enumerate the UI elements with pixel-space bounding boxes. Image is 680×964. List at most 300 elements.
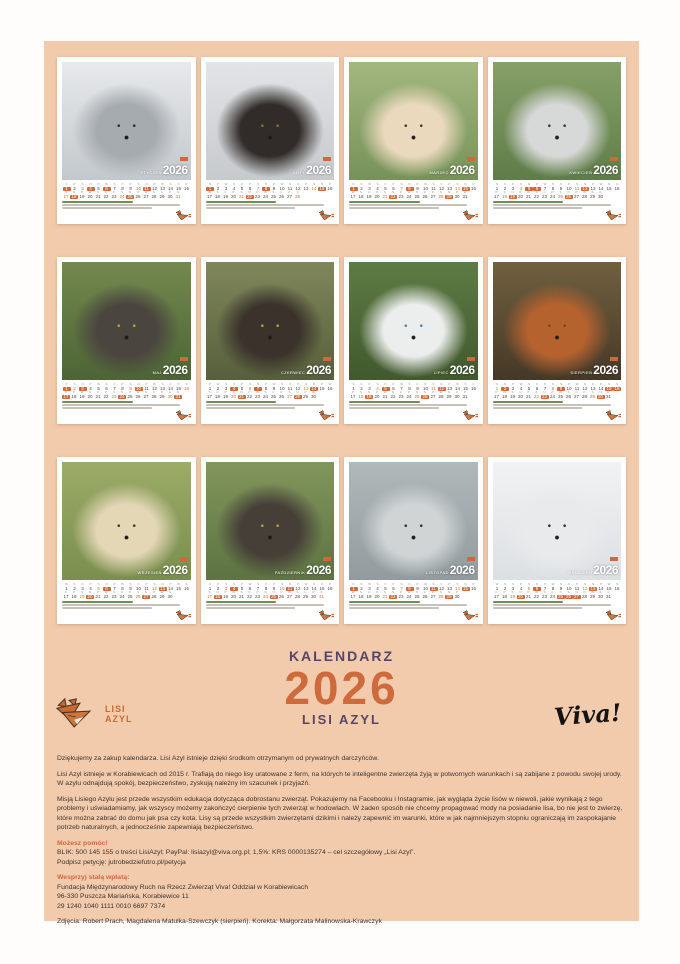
calendar-day-cell: Ś 5 — [527, 382, 531, 391]
note-line — [493, 204, 611, 206]
calendar-day-cell: C 12 — [295, 182, 301, 191]
calendar-day-cell: P 12 — [295, 582, 301, 591]
calendar-days-row-2 — [206, 591, 335, 599]
calendar-day-cell: P 6 — [392, 182, 395, 191]
calendar-day-cell: S 25 — [414, 390, 420, 399]
calendar-day-cell: W 3 — [368, 582, 371, 591]
mission-paragraph: Misją Lisiego Azylu jest przede wszystkim edukacja dotycząca dobrostanu zwierząt. Pokazujemy na Facebooku i Instagramie, jak wygląda życie lisów w niewoli, jakie wynikają z tego problemy i uświadamiamy, jak wszyscy możemy zakończyć cierpienie tych zwierząt w hodowlach. W żaden sposób nie chcemy propagować mody na posiadanie lisa, bo nie jest to zwierzę, które można zabrać do domu jak psa czy kota. Lisy są przede wszystkim zwierzętami dzikimi i należy zapewnić im warunki, które w jak najmniejszym stopniu ograniczają im zaspokajanie potrzeb naturalnych, a jednocześnie zapewniają bezpieczeństwo. — [57, 795, 623, 832]
calendar-day-cell: W 26 — [135, 390, 141, 399]
calendar-day-cell: P 21 — [525, 590, 531, 599]
calendar-day-cell: P 25 — [127, 390, 133, 399]
calendar-day-cell: Ś 25 — [414, 590, 420, 599]
calendar-month-card — [488, 257, 627, 424]
calendar-day-cell: Ś 8 — [408, 382, 411, 391]
calendar-day-cell: N 8 — [406, 183, 414, 191]
eco-days-caption — [206, 201, 277, 203]
month-tab-icon — [323, 357, 331, 361]
calendar-day-cell: Ś 7 — [113, 182, 116, 191]
eco-days-caption — [349, 601, 420, 603]
calendar-day-cell: W 13 — [303, 582, 309, 591]
card-footer — [62, 401, 191, 421]
calendar-day-cell: P 11 — [574, 582, 580, 591]
calendar-day-cell: P 27 — [430, 190, 436, 199]
calendar-day-cell: N 20 — [517, 590, 523, 599]
calendar-day-cell: Ś 7 — [256, 582, 260, 591]
calendar-day-cell: P 24 — [549, 390, 555, 399]
calendar-day-cell: W 17 — [206, 190, 212, 199]
calendar-day-cell: P 30 — [167, 190, 173, 199]
month-label — [140, 162, 187, 178]
calendar-day-cell: P 10 — [566, 382, 572, 391]
calendar-day-cell: Ś 21 — [95, 190, 101, 199]
donate-block — [57, 873, 626, 911]
calendar-day-cell: P 21 — [95, 590, 101, 599]
month-name: GRUDZIEŃ — [568, 570, 593, 575]
card-footer — [62, 201, 191, 221]
calendar-day-cell: W 29 — [159, 590, 165, 599]
calendar-days-row-2 — [493, 591, 622, 599]
calendar-day-cell: S 4 — [376, 382, 379, 391]
calendar-day-cell: W 21 — [382, 390, 388, 399]
calendar-day-cell: W 1 — [495, 582, 499, 591]
calendar-day-cell: Ś 8 — [551, 182, 555, 191]
calendar-day-cell: C 17 — [63, 590, 69, 599]
calendar-day-cell: S 26 — [565, 590, 571, 599]
month-label — [570, 362, 618, 378]
fox-photo — [62, 62, 191, 180]
calendar-month-card — [57, 257, 196, 424]
month-name: LIPIEC — [433, 370, 449, 375]
calendar-day-cell: P 3 — [511, 182, 515, 191]
calendar-days-row-2 — [206, 191, 335, 199]
calendar-day-cell: Ś 4 — [376, 182, 379, 191]
calendar-day-cell: W 10 — [422, 182, 428, 191]
calendar-day-cell: P 18 — [71, 390, 77, 399]
lisi-azyl-mini-logo-icon — [175, 210, 191, 221]
calendar-day-cell: N 21 — [238, 390, 244, 399]
calendar-day-cell: S 22 — [533, 390, 539, 399]
calendar-day-cell: C 19 — [366, 190, 372, 199]
lisi-azyl-mini-logo-icon — [462, 610, 478, 621]
fox-photo — [62, 262, 191, 380]
note-line — [62, 404, 180, 406]
calendar-day-cell: N 8 — [262, 183, 270, 191]
fox-photo — [206, 62, 335, 180]
calendar-days-row-2 — [493, 191, 622, 199]
calendar-day-cell: S 31 — [318, 590, 324, 599]
viva-logo: Viva! — [552, 697, 622, 732]
calendar-day-cell: C 26 — [422, 190, 428, 199]
calendar-day-cell: W 29 — [589, 590, 595, 599]
calendar-day-cell: N 9 — [557, 383, 565, 391]
month-tab-icon — [467, 357, 475, 361]
calendar-day-cell: P 15 — [319, 382, 325, 391]
month-label — [568, 562, 618, 578]
calendar-day-cell: S 28 — [438, 190, 444, 199]
calendar-day-cell: P 6 — [392, 382, 395, 391]
calendar-day-cell: Ś 22 — [533, 190, 539, 199]
card-footer — [206, 601, 335, 621]
calendar-day-cell: C 7 — [113, 382, 116, 391]
month-name: MARZEC — [429, 170, 449, 175]
calendar-day-cell: S 28 — [438, 590, 444, 599]
note-line — [349, 404, 467, 406]
note-line — [349, 607, 439, 609]
lisi-azyl-mini-logo-icon — [605, 410, 621, 421]
calendar-day-cell: W 8 — [551, 582, 555, 591]
calendar-day-cell: W 8 — [121, 582, 124, 591]
calendar-day-cell: W 13 — [159, 182, 165, 191]
mini-calendar-grid — [206, 383, 335, 399]
calendar-day-cell: C 16 — [614, 182, 620, 191]
calendar-day-cell: P 28 — [581, 590, 587, 599]
mini-calendar-grid — [62, 383, 191, 399]
calendar-day-cell: Ś 22 — [390, 390, 396, 399]
calendar-day-cell: S 7 — [400, 182, 403, 191]
calendar-day-cell: N 23 — [541, 390, 547, 399]
calendar-day-cell: C 26 — [278, 190, 284, 199]
calendar-day-cell: P 29 — [302, 390, 308, 399]
calendar-day-cell: W 28 — [438, 390, 444, 399]
calendar-day-cell: Ś 30 — [167, 590, 173, 599]
calendar-day-cell: C 15 — [175, 182, 181, 191]
calendar-day-cell: P 29 — [159, 390, 165, 399]
mini-calendar-grid — [206, 583, 335, 599]
title-year: 2026 — [284, 662, 399, 714]
calendar-day-cell: S 31 — [175, 190, 181, 199]
eco-days-caption — [349, 401, 420, 403]
calendar-day-cell: S 17 — [63, 190, 69, 199]
calendar-day-cell: P 9 — [272, 582, 276, 591]
calendar-day-cell: P 6 — [392, 582, 395, 591]
mini-calendar-grid — [493, 183, 622, 199]
calendar-day-cell: N 1 — [350, 183, 358, 191]
mini-calendar-grid — [206, 183, 335, 199]
calendar-day-cell: S 19 — [79, 590, 85, 599]
calendar-day-cell: C 22 — [103, 190, 109, 199]
calendar-day-cell: Ś 4 — [232, 182, 236, 191]
calendar-day-cell: S 23 — [111, 390, 117, 399]
calendar-day-cell: N 7 — [254, 383, 262, 391]
calendar-day-cell: C 24 — [549, 590, 555, 599]
calendar-day-cell: P 24 — [406, 390, 412, 399]
calendar-day-cell: Ś 23 — [541, 590, 547, 599]
calendar-day-cell: P 3 — [368, 382, 371, 391]
note-line — [493, 607, 583, 609]
month-year: 2026 — [306, 563, 331, 577]
calendar-day-cell: Ś 2 — [73, 582, 76, 591]
calendar-day-cell: Ś 18 — [214, 190, 220, 199]
calendar-day-cell: W 11 — [574, 382, 580, 391]
title-block — [44, 648, 639, 727]
calendar-day-cell: S 27 — [286, 390, 292, 399]
calendar-day-cell: S 21 — [382, 190, 388, 199]
card-footer — [349, 601, 478, 621]
calendar-day-cell: C 14 — [167, 382, 173, 391]
calendar-day-cell: C 5 — [240, 182, 244, 191]
calendar-day-cell: P 16 — [183, 182, 189, 191]
calendar-day-cell: S 14 — [454, 182, 460, 191]
calendar-day-cell: P 15 — [175, 382, 181, 391]
month-year: 2026 — [162, 563, 188, 577]
note-line — [493, 407, 583, 409]
calendar-days-row-2 — [62, 591, 191, 599]
mini-calendar-grid — [62, 183, 191, 199]
calendar-day-cell: C 29 — [302, 590, 308, 599]
calendar-day-cell: S 24 — [119, 190, 125, 199]
calendar-day-cell: P 5 — [240, 582, 244, 591]
calendar-day-cell: N 10 — [135, 382, 141, 391]
note-line — [206, 204, 324, 206]
month-year: 2026 — [306, 363, 331, 377]
calendar-day-cell: P 13 — [446, 182, 452, 191]
donate-account-number: 29 1240 1040 1111 0010 6697 7374 — [57, 902, 166, 910]
calendar-day-cell: S 15 — [606, 382, 612, 391]
calendar-day-cell: W 6 — [103, 183, 111, 191]
calendar-day-cell: N 22 — [390, 190, 396, 199]
calendar-day-cell: P 26 — [135, 190, 141, 199]
month-year: 2026 — [162, 363, 188, 377]
calendar-day-cell: P 17 — [350, 390, 356, 399]
help-line-blik: BLIK: 500 145 155 o treści LisiAzyl; PayPal: lisiazyl@viva.org.pl; 1,5%: KRS 0000135274 – cel szczegółowy „Lisi Azyl”. — [57, 849, 416, 857]
month-tab-icon — [180, 157, 188, 161]
calendar-day-cell: S 7 — [400, 582, 403, 591]
calendar-day-cell: C 2 — [360, 382, 363, 391]
calendar-day-cell: P 25 — [557, 590, 563, 599]
calendar-month-card — [201, 57, 340, 224]
calendar-day-cell: W 2 — [216, 382, 220, 391]
calendar-day-cell: N 6 — [533, 583, 541, 591]
calendar-day-cell: S 12 — [582, 582, 588, 591]
about-paragraph: Lisi Azyl istnieje w Korabiewicach od 2015 r. Trafiają do niego lisy uratowane z ferm, na których te inteligentne zwierzęta żyją w potwornych warunkach i są zabijane z powodu swojej urody. W azylu odnajdują spokój, bezpieczeństwo, zyskują należny im szacunek i przyjaźń. — [57, 770, 622, 788]
calendar-day-cell: C 26 — [422, 590, 428, 599]
calendar-day-cell: S 3 — [81, 182, 84, 191]
month-name: WRZESIEŃ — [137, 570, 162, 575]
calendar-day-cell: Ś 24 — [262, 390, 268, 399]
fox-photo — [62, 462, 191, 580]
calendar-day-cell: P 9 — [129, 182, 132, 191]
calendar-day-cell: P 22 — [103, 390, 109, 399]
calendar-day-cell: Ś 2 — [503, 582, 507, 591]
calendar-day-cell: Ś 18 — [358, 190, 364, 199]
calendar-day-cell: N 1 — [350, 583, 358, 591]
calendar-day-cell: P 7 — [113, 582, 116, 591]
note-line — [62, 407, 152, 409]
calendar-day-cell: C 23 — [541, 190, 547, 199]
calendar-day-cell: C 25 — [270, 390, 276, 399]
card-footer — [349, 401, 478, 421]
calendar-day-cell: W 21 — [525, 190, 531, 199]
calendar-day-cell: N 25 — [127, 190, 133, 199]
note-line — [62, 204, 180, 206]
calendar-day-cell: N 11 — [144, 182, 149, 191]
calendar-day-cell: S 2 — [73, 382, 76, 391]
calendar-day-cell: P 30 — [454, 590, 460, 599]
fox-photo — [349, 462, 478, 580]
calendar-day-cell: N 15 — [319, 182, 325, 191]
calendar-day-cell: P 31 — [462, 390, 468, 399]
calendar-day-cell: C 12 — [438, 182, 444, 191]
calendar-day-cell: P 10 — [566, 182, 572, 191]
eco-days-caption — [62, 201, 133, 203]
eco-days-caption — [62, 401, 133, 403]
card-footer — [493, 201, 622, 221]
calendar-day-cell: N 2 — [501, 383, 509, 391]
month-tab-icon — [610, 557, 618, 561]
info-text-block — [57, 754, 626, 933]
calendar-day-cell: P 4 — [89, 582, 92, 591]
calendar-day-cell: S 5 — [97, 582, 100, 591]
calendar-day-cell: P 25 — [127, 590, 133, 599]
calendar-day-cell: P 2 — [73, 182, 76, 191]
month-year: 2026 — [162, 163, 188, 177]
note-line — [206, 607, 296, 609]
note-line — [206, 207, 296, 209]
calendar-day-cell: C 16 — [470, 382, 476, 391]
calendar-day-cell: S 28 — [294, 190, 300, 199]
calendar-day-cell: P 27 — [430, 390, 436, 399]
calendar-day-cell: P 23 — [254, 190, 260, 199]
calendar-day-cell: C 8 — [121, 182, 124, 191]
month-name: CZERWIEC — [280, 370, 306, 375]
calendar-day-cell: N 18 — [71, 190, 77, 199]
month-name: LISTOPAD — [426, 570, 449, 575]
note-line — [493, 207, 583, 209]
brand-row — [44, 648, 639, 758]
calendar-day-cell: S 10 — [135, 182, 141, 191]
calendar-day-cell: S 1 — [495, 382, 499, 391]
month-tab-icon — [180, 357, 188, 361]
credits-line: Zdjęcia: Robert Prach, Magdalena Matulka-Szewczyk (sierpień). Korekta: Małgorzata Malinowska-Krawczyk — [57, 918, 382, 926]
calendar-day-cell: Ś 11 — [431, 182, 436, 191]
calendar-day-cell: P 21 — [525, 390, 531, 399]
month-label — [153, 362, 188, 378]
calendar-days-row-2 — [62, 391, 191, 399]
calendar-day-cell: C 8 — [264, 582, 268, 591]
mini-calendar-grid — [493, 383, 622, 399]
calendar-day-cell: N 17 — [63, 390, 69, 399]
calendar-day-cell: C 19 — [366, 590, 372, 599]
calendar-day-cell: W 27 — [286, 590, 292, 599]
fox-photo — [493, 62, 622, 180]
mini-calendar-grid — [349, 583, 478, 599]
calendar-day-cell: Ś 15 — [462, 382, 468, 391]
calendar-days-row-2 — [349, 191, 478, 199]
donate-foundation: Fundacja Międzynarodowy Ruch na Rzecz Zwierząt Viva! Oddział w Korabiewicach — [57, 883, 309, 891]
calendar-day-cell: W 7 — [400, 382, 403, 391]
calendar-day-cell: S 17 — [206, 590, 212, 599]
month-label — [426, 562, 474, 578]
calendar-day-cell: Ś 23 — [111, 590, 117, 599]
calendar-day-cell: W 10 — [279, 182, 285, 191]
calendar-day-cell: N 31 — [175, 390, 181, 399]
calendar-day-cell: Ś 9 — [129, 582, 132, 591]
calendar-day-cell: S 20 — [230, 390, 236, 399]
calendar-day-cell: P 26 — [278, 590, 284, 599]
calendar-day-cell: W 14 — [454, 382, 460, 391]
calendar-days-row-2 — [206, 391, 335, 399]
card-footer — [62, 601, 191, 621]
calendar-day-cell: Ś 11 — [287, 182, 293, 191]
calendar-day-cell: P 2 — [216, 182, 220, 191]
fox-photo — [206, 462, 335, 580]
calendar-day-cell: P 12 — [151, 182, 157, 191]
calendar-days-row-2 — [62, 191, 191, 199]
month-name: MAJ — [152, 370, 162, 375]
calendar-day-cell: P 14 — [598, 382, 604, 391]
month-tab-icon — [180, 557, 188, 561]
calendar-day-cell: C 19 — [222, 190, 228, 199]
calendar-day-cell: S 4 — [519, 182, 523, 191]
calendar-day-cell: W 20 — [230, 590, 236, 599]
calendar-day-cell: S 29 — [589, 390, 595, 399]
lisi-azyl-mini-logo-icon — [175, 610, 191, 621]
calendar-day-cell: P 16 — [470, 582, 476, 591]
calendar-day-cell: P 30 — [454, 190, 460, 199]
calendar-day-cell: Ś 11 — [431, 582, 436, 591]
note-line — [493, 604, 611, 606]
calendar-day-cell: N 26 — [565, 190, 571, 199]
month-year: 2026 — [593, 363, 618, 377]
calendar-day-cell: S 11 — [431, 382, 436, 391]
calendar-day-cell: C 13 — [590, 382, 596, 391]
calendar-day-cell: Ś 28 — [294, 590, 300, 599]
calendar-day-cell: W 14 — [598, 182, 604, 191]
calendar-day-cell: C 4 — [230, 383, 238, 391]
calendar-day-cell: P 4 — [519, 582, 523, 591]
calendar-month-card — [201, 257, 340, 424]
calendar-day-cell: Ś 6 — [105, 382, 108, 391]
calendar-day-cell: C 30 — [597, 190, 603, 199]
calendar-day-cell: S 16 — [183, 382, 189, 391]
calendar-day-cell: W 12 — [151, 382, 157, 391]
calendar-day-cell: Ś 13 — [159, 382, 165, 391]
donate-address: 96-330 Puszcza Mariańska, Korabiewice 11 — [57, 893, 189, 901]
eco-days-caption — [349, 201, 420, 203]
calendar-day-cell: C 30 — [454, 390, 460, 399]
lisi-azyl-mini-logo-icon — [462, 410, 478, 421]
calendar-day-cell: S 19 — [509, 590, 515, 599]
calendar-day-cell: P 20 — [374, 590, 380, 599]
calendar-day-cell: N 6 — [103, 583, 111, 591]
calendar-day-cell: C 24 — [119, 590, 125, 599]
month-label — [569, 162, 618, 178]
month-name: SIERPIEŃ — [570, 370, 593, 375]
calendar-day-cell: W 15 — [175, 582, 181, 591]
logo-text-line2: AZYL — [105, 714, 133, 724]
calendar-day-cell: Ś 9 — [559, 582, 563, 591]
calendar-day-cell: C 23 — [398, 390, 404, 399]
calendar-day-cell: N 28 — [294, 390, 300, 399]
calendar-day-cell: N 29 — [446, 590, 452, 599]
calendar-day-cell: Ś 30 — [597, 590, 603, 599]
calendar-day-cell: N 8 — [406, 583, 414, 591]
calendar-day-cell: W 22 — [533, 590, 539, 599]
calendar-day-cell: N 11 — [287, 582, 293, 591]
title-subtitle: LISI AZYL — [302, 712, 381, 728]
month-tab-icon — [467, 157, 475, 161]
calendar-day-cell: P 11 — [144, 382, 149, 391]
calendar-day-cell: P 3 — [511, 382, 515, 391]
calendar-day-cell: Ś 21 — [238, 590, 244, 599]
calendar-day-cell: W 17 — [350, 190, 356, 199]
calendar-day-cell: N 26 — [422, 390, 428, 399]
calendar-day-cell: S 14 — [454, 582, 460, 591]
calendar-day-cell: P 27 — [573, 190, 579, 199]
calendar-day-cell: S 26 — [135, 590, 141, 599]
month-name: KWIECIEŃ — [569, 170, 593, 175]
calendar-day-cell: P 4 — [89, 382, 92, 391]
